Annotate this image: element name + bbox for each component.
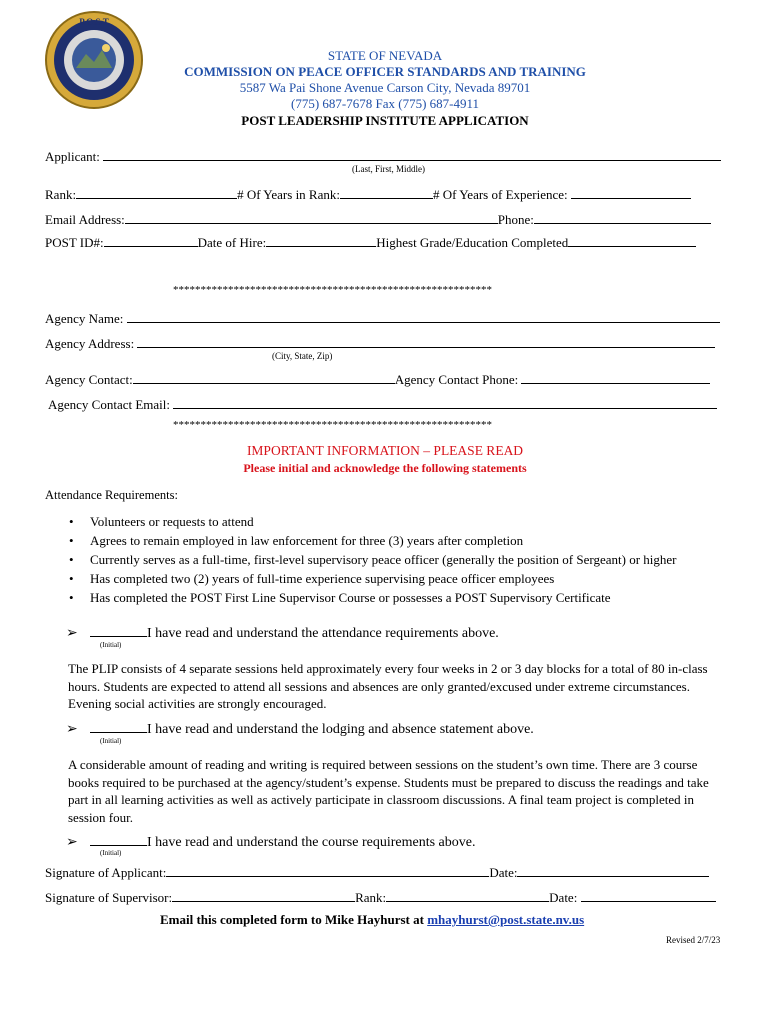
arrow-icon: ➢ [66,722,78,737]
list-item-text: Volunteers or requests to attend [90,514,254,529]
initial-field-attendance[interactable] [90,622,147,637]
agency-email-row [48,394,717,413]
agency-address-row [45,333,715,352]
commission-heading: COMMISSION ON PEACE OFFICER STANDARDS AND TRAINING [184,64,586,79]
initial-hint: (Initial) [100,849,122,857]
separator-1: ********************************************************** [173,284,492,296]
important-subtitle: Please initial and acknowledge the following statements [243,461,527,475]
form-title: POST LEADERSHIP INSTITUTE APPLICATION [241,113,529,128]
applicant-signature-label: Signature of Applicant: [45,865,167,880]
reading-paragraph: A considerable amount of reading and writing is required between sessions on the student’s own time. There are 3 course books required to be purchased at the agency/student’s expense. Students must be prepared to discuss the readings and take part in all learning activities as well as actively participate in classroom discussions. A final team project is completed in session four. [68,757,709,825]
agency-contact-email-field[interactable] [173,394,717,409]
arrow-icon: ➢ [66,835,78,850]
email-instruction [160,912,584,928]
initial-hint: (Initial) [100,641,122,649]
agency-address-label: Agency Address: [45,336,135,351]
bullet-icon: • [69,533,74,548]
phone-field[interactable] [534,209,711,224]
supervisor-signature-row [45,887,716,906]
applicant-date-label: Date: [489,865,518,880]
agency-address-field[interactable] [137,333,715,348]
applicant-signature-field[interactable] [166,862,489,877]
supervisor-signature-field[interactable] [172,887,355,902]
arrow-icon: ➢ [66,626,78,641]
agency-contact-phone-field[interactable] [521,369,710,384]
initial-field-lodging[interactable] [90,718,147,733]
address-hint: (City, State, Zip) [272,351,333,361]
revision-date: Revised 2/7/23 [666,935,721,945]
bullet-icon: • [69,514,74,529]
date-of-hire-label: Date of Hire: [197,235,267,250]
applicant-signature-row [45,862,709,881]
bullet-icon: • [69,552,74,567]
applicant-label: Applicant: [45,149,100,164]
education-field[interactable] [568,232,696,247]
post-id-row [45,232,696,251]
agency-name-label: Agency Name: [45,311,124,326]
list-item-text: Has completed two (2) years of full-time experience supervising peace officer employees [90,571,555,586]
rank-row [45,184,691,203]
email-label: Email Address: [45,212,125,227]
education-label: Highest Grade/Education Completed [376,235,569,250]
years-experience-label: # Of Years of Experience: [432,187,568,202]
agency-contact-field[interactable] [133,369,395,384]
supervisor-rank-label: Rank: [355,890,387,905]
rank-label: Rank: [45,187,77,202]
seal-text: P.O.S.T [79,17,109,27]
bullet-icon: • [69,571,74,586]
years-in-rank-label: # Of Years in Rank: [237,187,340,202]
list-item [66,588,677,607]
agency-name-field[interactable] [127,308,720,323]
ack-attendance [66,622,499,642]
phone-label: Phone: [497,212,534,227]
commission-phone: (775) 687-7678 Fax (775) 687-4911 [291,96,479,111]
state-heading: STATE OF NEVADA [327,48,443,63]
years-experience-field[interactable] [571,184,691,199]
ack-lodging [66,718,534,738]
supervisor-date-field[interactable] [581,887,716,902]
post-id-label: POST ID#: [45,235,104,250]
initial-hint: (Initial) [100,737,122,745]
supervisor-date-label: Date: [549,890,578,905]
bullet-icon: • [69,590,74,605]
list-item-text: Agrees to remain employed in law enforcement for three (3) years after completion [90,533,524,548]
contact-email-link[interactable]: mhayhurst@post.state.nv.us [427,912,585,927]
initial-field-course[interactable] [90,831,147,846]
rank-field[interactable] [76,184,237,199]
applicant-date-field[interactable] [517,862,709,877]
supervisor-rank-field[interactable] [386,887,549,902]
agency-name-row [45,308,720,327]
applicant-row [45,146,721,165]
important-title: IMPORTANT INFORMATION – PLEASE READ [246,443,524,458]
email-field[interactable] [125,209,498,224]
supervisor-signature-label: Signature of Supervisor: [45,890,173,905]
list-item [66,531,677,550]
ack-course [66,831,475,851]
agency-contact-phone-label: Agency Contact Phone: [394,372,519,387]
commission-address: 5587 Wa Pai Shone Avenue Carson City, Nevada 89701 [239,80,531,95]
email-row [45,209,711,228]
applicant-name-field[interactable] [103,146,721,161]
email-instruction-text: Email this completed form to Mike Hayhurst at [160,912,428,927]
agency-contact-label: Agency Contact: [45,372,133,387]
name-hint: (Last, First, Middle) [352,164,425,174]
list-item-text: Has completed the POST First Line Supervisor Course or possesses a POST Supervisory Certificate [90,590,611,605]
post-id-field[interactable] [104,232,198,247]
attendance-requirements-list [66,512,677,607]
agency-contact-row [45,369,710,388]
attendance-label: Attendance Requirements: [45,488,178,502]
years-in-rank-field[interactable] [340,184,433,199]
separator-2: ********************************************************** [173,419,492,431]
date-of-hire-field[interactable] [266,232,376,247]
ack-lodging-text: I have read and understand the lodging and absence statement above. [147,722,534,737]
list-item [66,512,677,531]
plip-paragraph: The PLIP consists of 4 separate sessions held approximately every four weeks in 2 or 3 day blocks for a total of 80 in-class hours. Students are expected to attend all sessions and absences are only granted/excused under extreme circumstances. Evening social activities are strongly encouraged. [68,661,708,711]
ack-course-text: I have read and understand the course requirements above. [147,835,476,850]
list-item [66,550,677,569]
list-item-text: Currently serves as a full-time, first-level supervisory peace officer (generally the position of Sergeant) or higher [90,552,677,567]
list-item [66,569,677,588]
ack-attendance-text: I have read and understand the attendance requirements above. [147,626,499,641]
agency-contact-email-label: Agency Contact Email: [48,397,171,412]
post-seal-logo [44,10,144,110]
